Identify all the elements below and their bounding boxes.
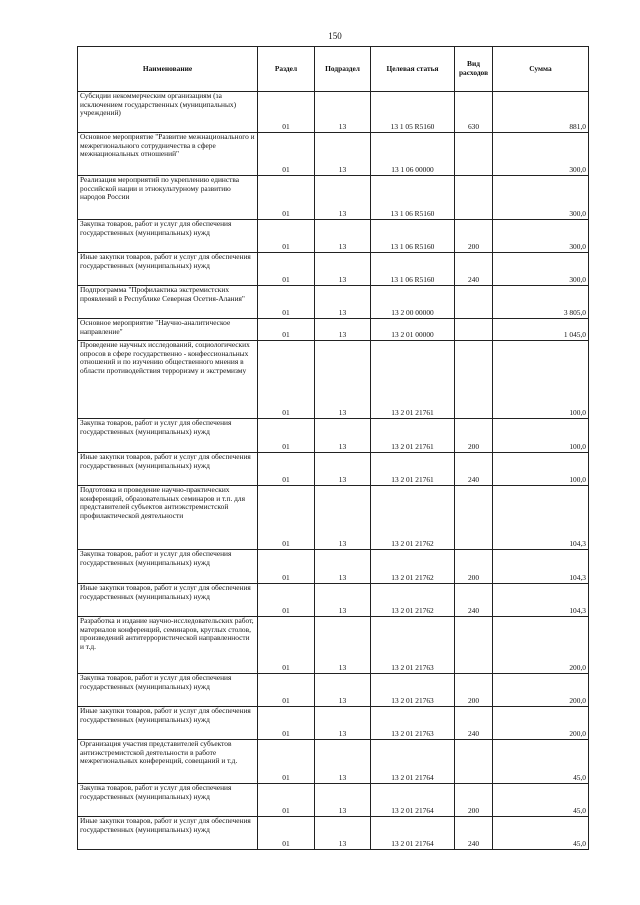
row-sum: 300,0 — [493, 176, 589, 220]
row-name: Иные закупки товаров, работ и услуг для обеспечения государственных (муниципальных) нужд — [78, 817, 258, 850]
row-subsection: 13 — [315, 784, 371, 817]
table-row — [78, 674, 589, 707]
row-expense-type — [455, 286, 493, 319]
row-subsection: 13 — [315, 133, 371, 176]
row-name: Субсидии некоммерческим организациям (за исключением государственных (муниципальных) учреждений) — [78, 92, 258, 133]
row-sum: 104,3 — [493, 486, 589, 550]
row-sum: 45,0 — [493, 784, 589, 817]
row-target: 13 2 01 00000 — [371, 319, 455, 341]
row-subsection: 13 — [315, 319, 371, 341]
row-section: 01 — [258, 740, 315, 784]
row-target: 13 2 01 21764 — [371, 740, 455, 784]
row-subsection: 13 — [315, 486, 371, 550]
header-section: Раздел — [258, 47, 315, 92]
row-expense-type: 200 — [455, 419, 493, 453]
row-subsection: 13 — [315, 707, 371, 740]
table-row — [78, 584, 589, 617]
header-name: Наименование — [78, 47, 258, 92]
row-target: 13 2 01 21761 — [371, 419, 455, 453]
row-expense-type — [455, 319, 493, 341]
row-target: 13 2 01 21762 — [371, 584, 455, 617]
table-row — [78, 319, 589, 341]
row-subsection: 13 — [315, 341, 371, 419]
row-expense-type: 240 — [455, 453, 493, 486]
row-name: Закупка товаров, работ и услуг для обеспечения государственных (муниципальных) нужд — [78, 220, 258, 253]
row-section: 01 — [258, 253, 315, 286]
row-expense-type — [455, 486, 493, 550]
row-name: Основное мероприятие "Развитие межнационального и межрегионального сотрудничества в сфере межнациональных отношений" — [78, 133, 258, 176]
row-section: 01 — [258, 220, 315, 253]
header-target: Целевая статья — [371, 47, 455, 92]
row-sum: 45,0 — [493, 817, 589, 850]
row-target: 13 2 00 00000 — [371, 286, 455, 319]
row-expense-type: 200 — [455, 550, 493, 584]
table-header-row — [78, 47, 589, 92]
row-subsection: 13 — [315, 584, 371, 617]
header-expense-type: Вид расходов — [455, 47, 493, 92]
row-sum: 200,0 — [493, 707, 589, 740]
row-sum: 1 045,0 — [493, 319, 589, 341]
table-row — [78, 92, 589, 133]
row-sum: 100,0 — [493, 419, 589, 453]
row-subsection: 13 — [315, 286, 371, 319]
row-target: 13 2 01 21764 — [371, 817, 455, 850]
table-row — [78, 784, 589, 817]
row-name: Закупка товаров, работ и услуг для обеспечения государственных (муниципальных) нужд — [78, 419, 258, 453]
row-name: Подготовка и проведение научно-практических конференций, образовательных семинаров и т.п. для представителей субъектов антиэкстремистской профилактической деятельности — [78, 486, 258, 550]
row-sum: 881,0 — [493, 92, 589, 133]
row-target: 13 2 01 21761 — [371, 341, 455, 419]
row-target: 13 1 05 R5160 — [371, 92, 455, 133]
row-name: Закупка товаров, работ и услуг для обеспечения государственных (муниципальных) нужд — [78, 550, 258, 584]
table-row — [78, 550, 589, 584]
row-sum: 104,3 — [493, 584, 589, 617]
row-target: 13 1 06 R5160 — [371, 220, 455, 253]
row-expense-type — [455, 617, 493, 674]
table-row — [78, 220, 589, 253]
row-target: 13 2 01 21761 — [371, 453, 455, 486]
table-row — [78, 253, 589, 286]
row-expense-type: 240 — [455, 584, 493, 617]
header-sum: Сумма — [493, 47, 589, 92]
row-target: 13 1 06 00000 — [371, 133, 455, 176]
row-section: 01 — [258, 784, 315, 817]
row-name: Иные закупки товаров, работ и услуг для обеспечения государственных (муниципальных) нужд — [78, 707, 258, 740]
row-section: 01 — [258, 133, 315, 176]
table-row — [78, 617, 589, 674]
row-subsection: 13 — [315, 740, 371, 784]
table-row — [78, 740, 589, 784]
table-row — [78, 341, 589, 419]
row-expense-type — [455, 133, 493, 176]
table-row — [78, 286, 589, 319]
table-row — [78, 453, 589, 486]
row-sum: 3 805,0 — [493, 286, 589, 319]
row-section: 01 — [258, 419, 315, 453]
row-subsection: 13 — [315, 92, 371, 133]
table-row — [78, 133, 589, 176]
row-name: Иные закупки товаров, работ и услуг для обеспечения государственных (муниципальных) нужд — [78, 453, 258, 486]
row-name: Проведение научных исследований, социологических опросов в сфере государственно - конфессиональных отношений и по изучению общественного мнения в области противодействия терроризму и экстремизму — [78, 341, 258, 419]
row-name: Иные закупки товаров, работ и услуг для обеспечения государственных (муниципальных) нужд — [78, 253, 258, 286]
row-expense-type: 240 — [455, 707, 493, 740]
row-section: 01 — [258, 707, 315, 740]
row-section: 01 — [258, 617, 315, 674]
row-sum: 300,0 — [493, 253, 589, 286]
row-name: Основное мероприятие "Научно-аналитическое направление" — [78, 319, 258, 341]
row-expense-type: 200 — [455, 220, 493, 253]
row-name: Закупка товаров, работ и услуг для обеспечения государственных (муниципальных) нужд — [78, 784, 258, 817]
row-sum: 200,0 — [493, 617, 589, 674]
row-target: 13 1 06 R5160 — [371, 253, 455, 286]
row-section: 01 — [258, 817, 315, 850]
table-row — [78, 419, 589, 453]
row-expense-type: 630 — [455, 92, 493, 133]
row-section: 01 — [258, 92, 315, 133]
row-sum: 45,0 — [493, 740, 589, 784]
table-row — [78, 817, 589, 850]
row-section: 01 — [258, 286, 315, 319]
row-section: 01 — [258, 319, 315, 341]
row-subsection: 13 — [315, 617, 371, 674]
row-subsection: 13 — [315, 674, 371, 707]
row-expense-type — [455, 176, 493, 220]
page-number: 150 — [328, 31, 342, 41]
table-row — [78, 176, 589, 220]
row-expense-type — [455, 341, 493, 419]
row-sum: 200,0 — [493, 674, 589, 707]
row-subsection: 13 — [315, 253, 371, 286]
row-expense-type: 200 — [455, 674, 493, 707]
row-sum: 100,0 — [493, 453, 589, 486]
table-row — [78, 707, 589, 740]
row-section: 01 — [258, 674, 315, 707]
row-expense-type: 200 — [455, 784, 493, 817]
row-section: 01 — [258, 453, 315, 486]
row-target: 13 2 01 21762 — [371, 550, 455, 584]
header-subsection: Подраздел — [315, 47, 371, 92]
row-sum: 300,0 — [493, 133, 589, 176]
row-target: 13 2 01 21763 — [371, 707, 455, 740]
row-section: 01 — [258, 341, 315, 419]
row-subsection: 13 — [315, 817, 371, 850]
row-section: 01 — [258, 486, 315, 550]
row-name: Иные закупки товаров, работ и услуг для обеспечения государственных (муниципальных) нужд — [78, 584, 258, 617]
row-sum: 100,0 — [493, 341, 589, 419]
row-name: Подпрограмма "Профилактика экстремистских проявлений в Республике Северная Осетия-Алания" — [78, 286, 258, 319]
budget-table — [77, 46, 589, 850]
row-expense-type: 240 — [455, 817, 493, 850]
row-expense-type: 240 — [455, 253, 493, 286]
row-subsection: 13 — [315, 550, 371, 584]
row-subsection: 13 — [315, 220, 371, 253]
row-target: 13 2 01 21764 — [371, 784, 455, 817]
row-name: Закупка товаров, работ и услуг для обеспечения государственных (муниципальных) нужд — [78, 674, 258, 707]
row-target: 13 2 01 21762 — [371, 486, 455, 550]
row-name: Разработка и издание научно-исследовательских работ, материалов конференций, семинаров, круглых столов, произведений антитеррористической направленности и т.д. — [78, 617, 258, 674]
row-subsection: 13 — [315, 419, 371, 453]
row-section: 01 — [258, 584, 315, 617]
row-target: 13 1 06 R5160 — [371, 176, 455, 220]
row-target: 13 2 01 21763 — [371, 617, 455, 674]
row-sum: 300,0 — [493, 220, 589, 253]
row-section: 01 — [258, 176, 315, 220]
row-section: 01 — [258, 550, 315, 584]
row-name: Организация участия представителей субъектов антиэкстремистской деятельности в работе межрегиональных конференций, совещаний и т.д. — [78, 740, 258, 784]
row-name: Реализация мероприятий по укреплению единства российской нации и этнокультурному развитию народов России — [78, 176, 258, 220]
row-sum: 104,3 — [493, 550, 589, 584]
row-expense-type — [455, 740, 493, 784]
table-row — [78, 486, 589, 550]
row-target: 13 2 01 21763 — [371, 674, 455, 707]
row-subsection: 13 — [315, 176, 371, 220]
row-subsection: 13 — [315, 453, 371, 486]
